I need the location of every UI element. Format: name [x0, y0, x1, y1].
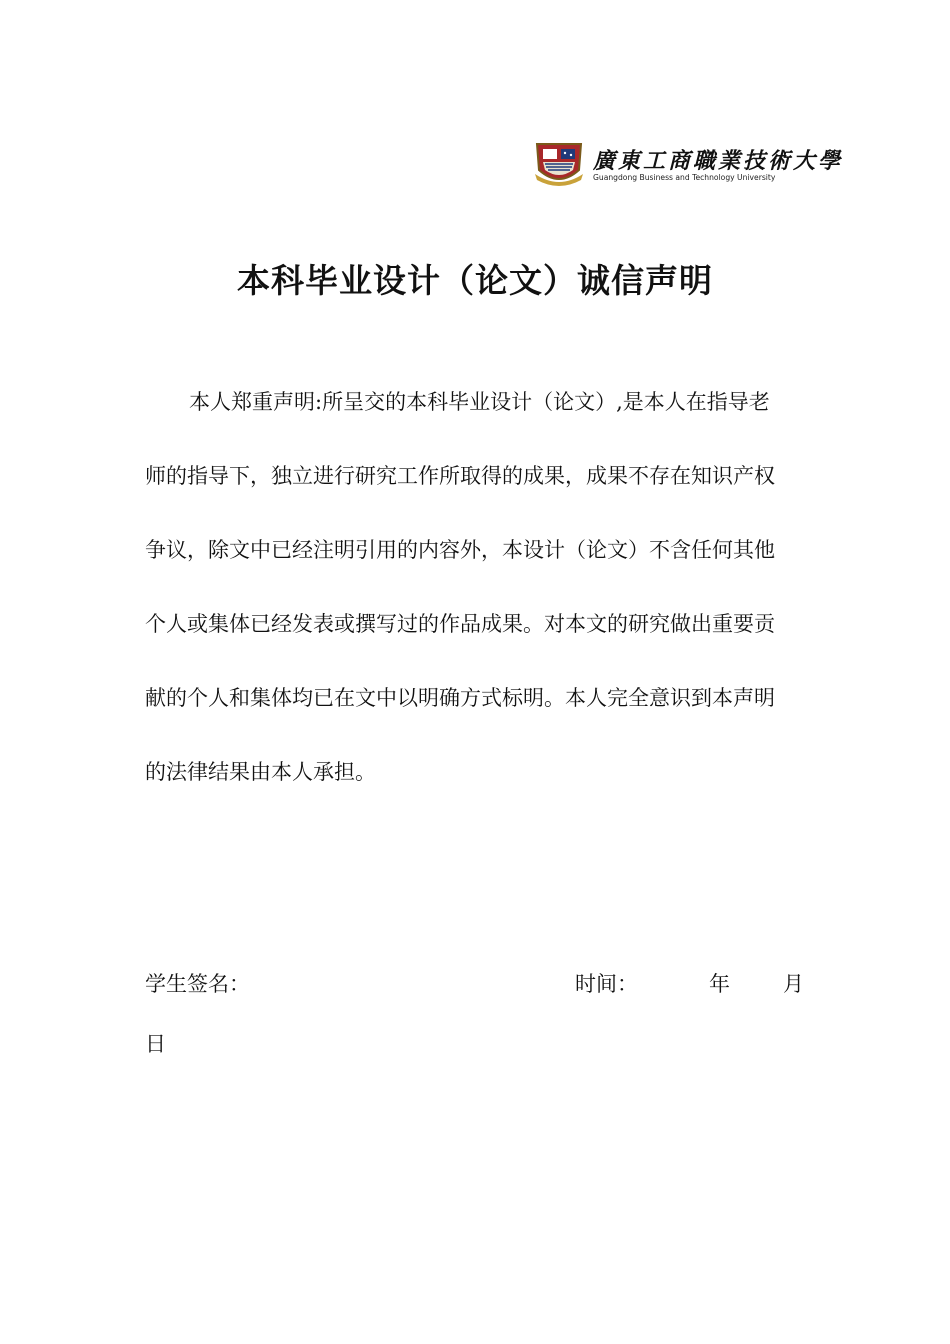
declaration-line: 献的个人和集体均已在文中以明确方式标明。本人完全意识到本声明 [145, 686, 775, 710]
declaration-line: 的法律结果由本人承担。 [145, 760, 376, 784]
day-label: 日 [145, 1032, 166, 1056]
declaration-body [145, 365, 820, 809]
declaration-line: 师的指导下，独立进行研究工作所取得的成果，成果不存在知识产权 [145, 464, 775, 488]
time-label: 时间： [575, 972, 638, 996]
logo-english-name: Guangdong Business and Technology University [593, 173, 776, 182]
page-title: 本科毕业设计（论文）诚信声明 [237, 261, 713, 300]
declaration-line: 争议，除文中已经注明引用的内容外，本设计（论文）不含任何其他 [145, 538, 775, 562]
year-label: 年 [709, 972, 730, 996]
university-seal-icon [533, 140, 585, 188]
logo-chinese-name: 廣東工商職業技術大學 [593, 148, 844, 174]
signature-row [145, 968, 815, 1004]
university-logo [533, 140, 844, 190]
month-label: 月 [783, 972, 804, 996]
student-signature-label: 学生签名： [145, 972, 250, 996]
declaration-line: 个人或集体已经发表或撰写过的作品成果。对本文的研究做出重要贡 [145, 612, 775, 636]
declaration-line: 本人郑重声明:所呈交的本科毕业设计（论文）,是本人在指导老 [189, 390, 770, 414]
